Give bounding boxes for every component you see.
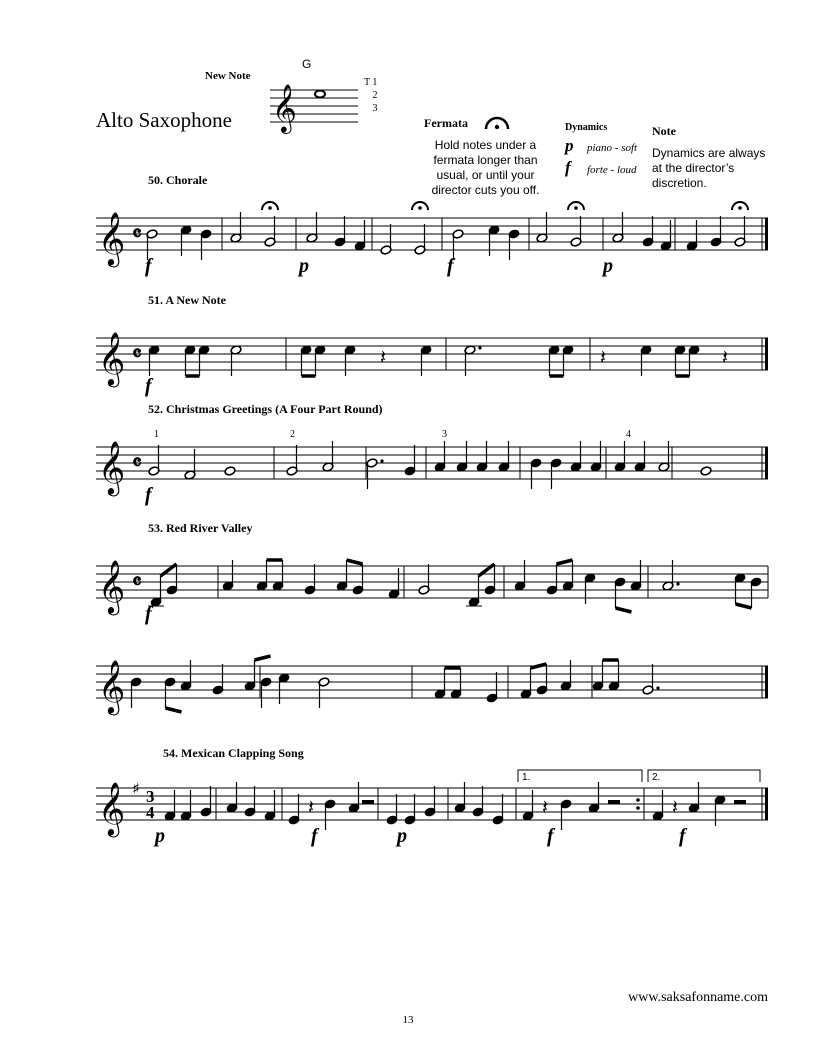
beam [736, 604, 752, 608]
beam [557, 560, 573, 564]
fermata-dot [418, 206, 422, 210]
ending-bracket [648, 770, 760, 782]
exercise-54-title: 54. Mexican Clapping Song [163, 746, 304, 760]
staff-53a [96, 559, 768, 625]
treble-clef-icon: 𝄞 [98, 211, 126, 265]
note-title: Note [652, 124, 676, 138]
quarter-rest-icon: 𝄽 [672, 795, 679, 819]
fingering-1: T 1 [364, 77, 378, 88]
common-time-icon: 𝄴 [132, 341, 142, 367]
beam [616, 608, 632, 612]
treble-clef-icon: 𝄞 [272, 83, 297, 132]
repeat-dot [636, 798, 640, 802]
treble-clef-icon: 𝄞 [98, 440, 126, 494]
forte-symbol: f [565, 158, 571, 177]
footer-url[interactable]: www.saksafonname.com [628, 990, 768, 1005]
treble-clef-icon: 𝄞 [98, 781, 126, 835]
exercise-52-title: 52. Christmas Greetings (A Four Part Round) [148, 402, 383, 416]
fermata-description: Hold notes under a fermata longer than usual, or until your director cuts you off. [431, 138, 540, 197]
dynamics-title: Dynamics [565, 122, 608, 133]
fermata-dot [268, 206, 272, 210]
final-bar-thick [765, 218, 768, 250]
half-rest-icon [734, 800, 746, 804]
final-bar-thick [765, 788, 768, 820]
staff-54 [96, 770, 768, 847]
treble-clef-icon: 𝄞 [98, 331, 126, 385]
note-head [700, 466, 712, 476]
half-rest-icon [362, 800, 374, 804]
final-bar-thick [765, 338, 768, 370]
dynamic-mark: f [145, 375, 152, 397]
time-signature-top: 3 [146, 787, 155, 806]
dynamic-mark: f [547, 825, 554, 847]
fingering-3: 3 [372, 103, 378, 114]
beam [255, 656, 271, 660]
quarter-rest-icon: 𝄽 [600, 345, 607, 369]
dynamic-mark: p [397, 825, 407, 847]
dynamic-mark: p [299, 255, 309, 277]
common-time-icon: 𝄴 [132, 221, 142, 247]
instrument-title: Alto Saxophone [96, 108, 232, 132]
piano-meaning: piano - soft [587, 142, 638, 154]
quarter-rest-icon: 𝄽 [542, 795, 549, 819]
dynamic-mark: f [447, 255, 454, 277]
dynamic-mark: f [679, 825, 686, 847]
ending-label: 2. [652, 772, 661, 783]
dynamic-mark: f [145, 484, 152, 506]
quarter-rest-icon: 𝄽 [722, 345, 729, 369]
final-bar-thick [765, 666, 768, 698]
fingering-2: 2 [372, 90, 378, 101]
dot [478, 346, 481, 349]
exercise-51-title: 51. A New Note [148, 293, 226, 307]
common-time-icon: 𝄴 [132, 569, 142, 595]
common-time-icon: 𝄴 [132, 450, 142, 476]
beam [166, 708, 182, 712]
round-number: 1 [154, 429, 159, 440]
exercise-53-title: 53. Red River Valley [148, 521, 253, 535]
round-number: 4 [626, 429, 631, 440]
dot [656, 686, 659, 689]
sharp-icon: ♯ [132, 779, 140, 798]
repeat-dot [636, 806, 640, 810]
treble-clef-icon: 𝄞 [98, 659, 126, 713]
piano-symbol: p [565, 136, 574, 155]
half-rest-icon [608, 800, 620, 804]
staff-53b [96, 656, 768, 715]
staff-50 [96, 202, 768, 277]
note-letter: G [302, 57, 312, 71]
quarter-rest-icon: 𝄽 [308, 795, 315, 819]
dynamic-mark: f [311, 825, 318, 847]
exercise-50-title: 50. Chorale [148, 173, 208, 187]
page-number: 13 [402, 1014, 414, 1026]
ending-label: 1. [522, 772, 531, 783]
beam [347, 560, 363, 564]
beam [531, 664, 547, 668]
round-number: 3 [442, 429, 447, 440]
final-bar-thick [765, 447, 768, 479]
round-number: 2 [290, 429, 295, 440]
dot [380, 459, 383, 462]
dynamic-mark: f [145, 255, 152, 277]
note-description: Dynamics are always at the director’s discretion. [652, 146, 766, 190]
dynamic-mark: f [145, 603, 152, 625]
dynamic-mark: p [603, 255, 613, 277]
fermata-dot [574, 206, 578, 210]
note-head [224, 466, 236, 476]
quarter-rest-icon: 𝄽 [380, 345, 387, 369]
staff-51 [96, 331, 768, 397]
fermata-dot [738, 206, 742, 210]
ending-bracket [518, 770, 642, 782]
new-note-label: New Note [205, 70, 251, 82]
fermata-title: Fermata [424, 116, 468, 130]
time-signature-bottom: 4 [146, 803, 155, 822]
forte-meaning: forte - loud [587, 164, 637, 176]
dot [676, 582, 679, 585]
dynamic-mark: p [155, 825, 165, 847]
staff-52 [96, 429, 768, 506]
treble-clef-icon: 𝄞 [98, 559, 126, 613]
